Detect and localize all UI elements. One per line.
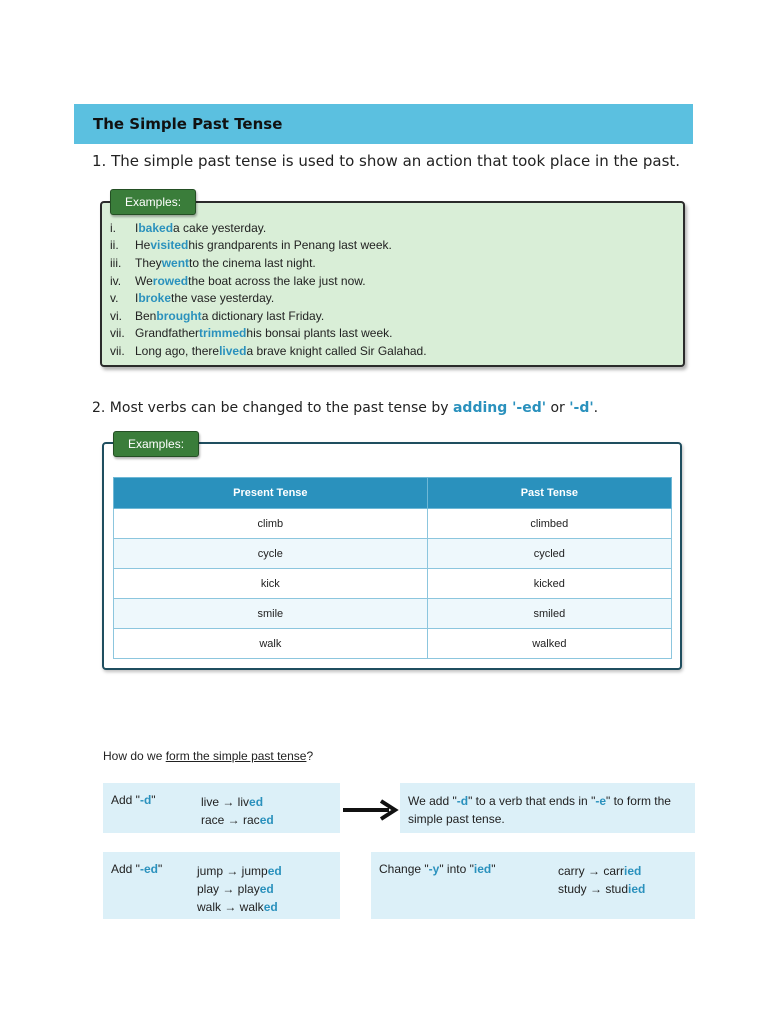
point-2: 2. Most verbs can be changed to the past tense by adding '-ed' or '-d'. [92,400,599,416]
underlined-phrase: form the simple past tense [165,749,307,763]
table-row [114,599,672,629]
list-item: live → lived [201,795,264,809]
rule-add-d [103,783,340,833]
list-item: i. I baked a cake yesterday. [110,220,267,235]
verb-table [113,477,672,659]
examples-tag-2: Examples: [113,431,199,457]
rule-add-ed [103,852,340,919]
page-title: The Simple Past Tense [93,115,283,133]
highlighted-verb: visited [150,238,189,253]
highlighted-verb: rowed [152,273,189,288]
rule-label: Add "-d" [111,793,156,807]
list-item: ii. He visited his grandparents in Penang last week. [110,238,392,253]
table-cell: climbed [427,509,671,539]
highlighted-verb: baked [138,220,174,235]
highlight-adding-ed: adding '-ed' [452,400,547,416]
list-item: vii. Grandfather trimmed his bonsai plants last week. [110,326,393,341]
rule-examples [197,862,282,916]
highlighted-verb: broke [138,291,172,306]
table-cell: smiled [427,599,671,629]
list-item: jump → jumped [197,864,282,878]
list-item: iv. We rowed the boat across the lake just now. [110,273,366,288]
table-row [114,539,672,569]
table-cell: cycle [114,539,428,569]
list-item: play → played [197,882,274,896]
list-item: iii. They went to the cinema last night. [110,255,316,270]
table-cell: cycled [427,539,671,569]
rule-change-y [371,852,695,919]
table-cell: kick [114,569,428,599]
list-item: race → raced [201,813,274,827]
table-header-row [114,478,672,509]
right-arrow-icon [341,798,401,822]
rule-examples [201,793,274,829]
rule-examples [558,862,645,898]
list-item: v. I broke the vase yesterday. [110,291,275,306]
rule-label: Add "-ed" [111,862,163,876]
rule-add-d-explanation [400,783,695,833]
highlight-d: '-d' [569,400,594,416]
how-question: How do we form the simple past tense? [103,749,314,763]
column-header: Past Tense [427,478,671,509]
page-title-bar [74,104,693,144]
highlighted-verb: trimmed [199,326,247,341]
list-item: vii. Long ago, there lived a brave knight called Sir Galahad. [110,343,427,358]
rule-explanation-text: We add "-d" to a verb that ends in "-e" to form the simple past tense. [408,794,671,826]
list-item: carry → carried [558,864,642,878]
table-cell: smile [114,599,428,629]
highlighted-verb: went [161,255,190,270]
rule-label: Change "-y" into "ied" [379,862,496,876]
point-1: 1. The simple past tense is used to show an action that took place in the past. [92,152,681,170]
list-item: walk → walked [197,900,278,914]
examples-tag-1: Examples: [110,189,196,215]
table-cell: walked [427,629,671,659]
table-cell: climb [114,509,428,539]
table-row [114,629,672,659]
highlighted-verb: lived [219,343,247,358]
table-cell: kicked [427,569,671,599]
column-header: Present Tense [114,478,428,509]
table-row [114,569,672,599]
table-row [114,509,672,539]
examples-list [110,219,427,360]
list-item: study → studied [558,882,646,896]
table-cell: walk [114,629,428,659]
highlighted-verb: brought [156,308,202,323]
list-item: vi. Ben brought a dictionary last Friday. [110,308,325,323]
